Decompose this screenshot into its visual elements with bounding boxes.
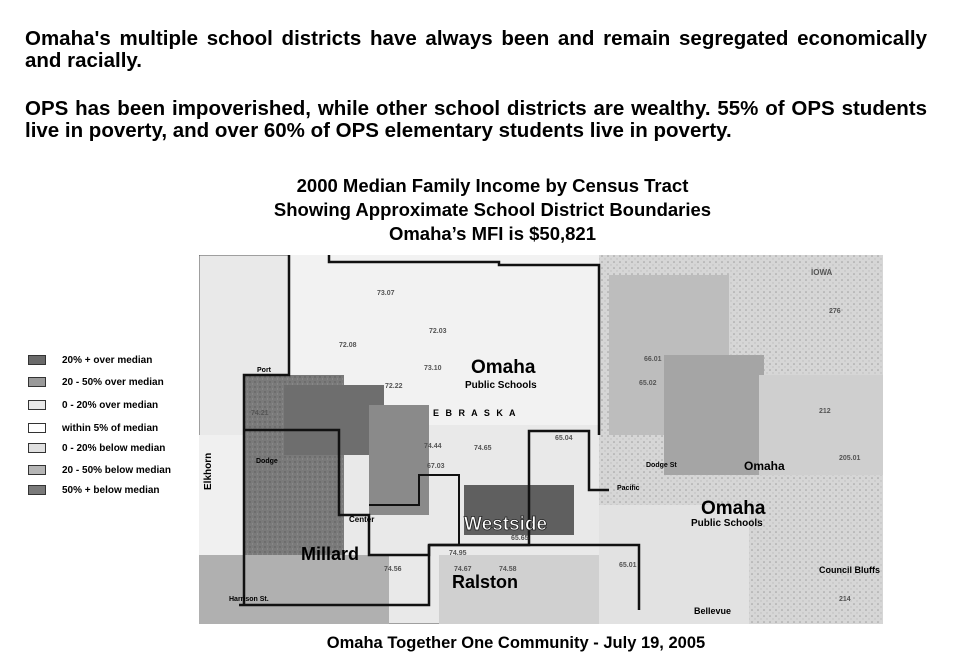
tract-value: 66.01 xyxy=(644,356,662,363)
tract-value: 276 xyxy=(829,308,841,315)
label-millard: Millard xyxy=(301,544,360,564)
label-omaha-public-schools: Public Schools xyxy=(465,380,537,391)
legend-label: 20% + over median xyxy=(62,354,153,366)
tract-value: 72.22 xyxy=(385,383,403,390)
legend-item xyxy=(28,440,165,456)
legend-label: 20 - 50% below median xyxy=(62,464,171,476)
tract-value: 212 xyxy=(819,408,831,415)
intro-paragraph-2: OPS has been impoverished, while other school districts are wealthy. 55% of OPS students live in poverty, and over 60% of OPS elementary students live in poverty. xyxy=(25,97,927,142)
legend-swatch xyxy=(28,423,46,433)
label-dodge-st: Dodge St xyxy=(646,462,677,469)
legend-swatch xyxy=(28,465,46,475)
label-nebraska: E B R A S K A xyxy=(433,408,518,418)
tract-value: 65.01 xyxy=(619,562,637,569)
label-omaha-river: Omaha xyxy=(744,459,785,473)
label-bellevue: Bellevue xyxy=(694,606,732,616)
label-omaha-east-public-schools: Public Schools xyxy=(691,518,763,529)
tract-south-west xyxy=(199,555,389,624)
map-mfi-note: Omaha’s MFI is $50,821 xyxy=(388,223,597,244)
map-subtitle: Showing Approximate School District Boundaries xyxy=(273,199,712,220)
tract-value: 73.10 xyxy=(424,365,442,372)
tract-downtown xyxy=(664,355,764,475)
label-iowa: IOWA xyxy=(811,268,833,277)
intro-paragraph-1: Omaha's multiple school districts have always been and remain segregated economically and racially. xyxy=(25,27,927,72)
tract-value: 74.95 xyxy=(449,550,467,557)
income-map xyxy=(199,255,883,624)
tract-value: 74.65 xyxy=(474,445,492,452)
legend-swatch xyxy=(28,355,46,365)
tract-value: 73.07 xyxy=(377,290,395,297)
footer-credit: Omaha Together One Community - July 19, 2005 xyxy=(326,634,706,652)
label-westside: Westside xyxy=(464,514,548,535)
label-elkhorn: Elkhorn xyxy=(203,452,214,490)
legend-item xyxy=(28,482,160,498)
tract-value: 74.21 xyxy=(251,410,269,417)
legend-label: 0 - 20% below median xyxy=(62,442,166,454)
legend-label: 50% + below median xyxy=(62,484,160,496)
label-omaha-east: Omaha xyxy=(701,498,766,519)
label-pacific: Pacific xyxy=(617,485,640,492)
label-omaha: Omaha xyxy=(471,357,536,378)
legend-label: within 5% of median xyxy=(62,422,159,434)
tract-value: 205.01 xyxy=(839,455,861,462)
legend-label: 20 - 50% over median xyxy=(62,376,164,388)
label-harrison-st: Harrison St. xyxy=(229,596,269,603)
tract-value: 67.03 xyxy=(427,463,445,470)
tract-value: 74.56 xyxy=(384,566,402,573)
label-port: Port xyxy=(257,367,271,374)
legend-item xyxy=(28,462,171,478)
legend-swatch xyxy=(28,377,46,387)
tract-value: 65.65 xyxy=(511,535,529,542)
label-ralston: Ralston xyxy=(452,572,519,592)
map-title: 2000 Median Family Income by Census Tract xyxy=(296,175,689,196)
legend-item xyxy=(28,420,158,436)
label-center: Center xyxy=(349,515,375,524)
tract-value: 74.44 xyxy=(424,443,442,450)
tract-value: 214 xyxy=(839,596,851,603)
tract-value: 74.58 xyxy=(499,566,517,573)
legend-swatch xyxy=(28,485,46,495)
tract-value: 65.02 xyxy=(639,380,657,387)
tract-value: 65.04 xyxy=(555,435,573,442)
legend-swatch xyxy=(28,443,46,453)
tract-value: 72.03 xyxy=(429,328,447,335)
legend-label: 0 - 20% over median xyxy=(62,399,159,411)
legend-item xyxy=(28,397,158,413)
legend-item xyxy=(28,352,152,368)
label-dodge: Dodge xyxy=(256,458,278,465)
tract-value: 72.08 xyxy=(339,342,357,349)
legend-swatch xyxy=(28,400,46,410)
tract-value: 74.67 xyxy=(454,566,472,573)
label-council-bluffs: Council Bluffs xyxy=(819,565,880,575)
legend-item xyxy=(28,374,164,390)
